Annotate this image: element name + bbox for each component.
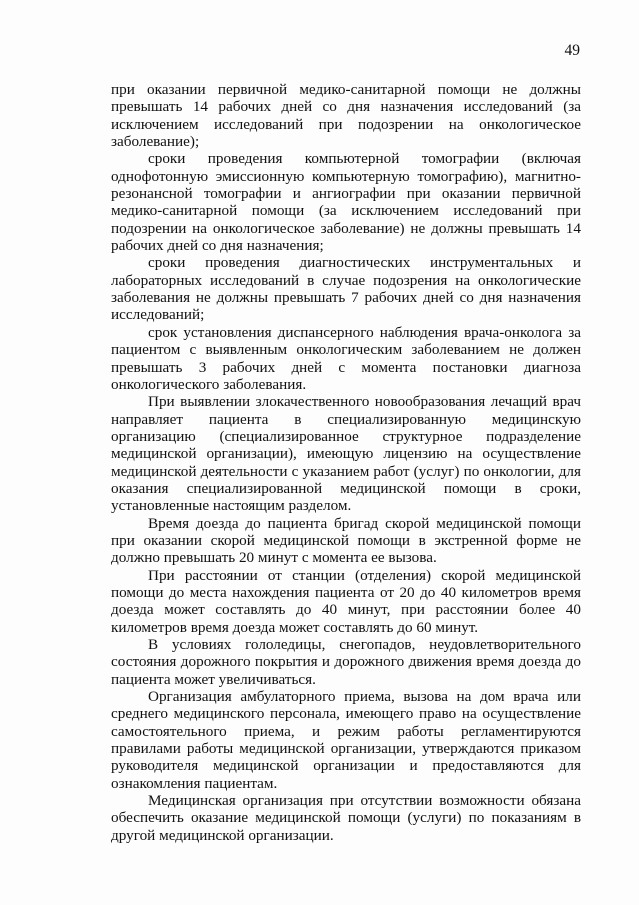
paragraph-weather-conditions: В условиях гололедицы, снегопадов, неудовлетворительного состояния дорожного покрытия и дорожного движения время доезда до пациента может увеличиваться.	[111, 636, 581, 688]
paragraph-primary-care-deadlines: при оказании первичной медико-санитарной помощи не должны превышать 14 рабочих дней со дня назначения исследований (за исключением исследований при подозрении на онкологическое заболевание);	[111, 81, 581, 151]
paragraph-ambulance-arrival-time: Время доезда до пациента бригад скорой медицинской помощи при оказании скорой медицинской помощи в экстренной форме не должно превышать 20 минут с момента ее вызова.	[111, 514, 581, 567]
page-number: 49	[564, 42, 580, 59]
paragraph-malignancy-referral: При выявлении злокачественного новообразования лечащий врач направляет пациента в специализированную медицинскую организацию (специализированное структурное подразделение медицинской организации), имеющую лицензию на осуществление медицинской деятельности с указанием работ (услуг) по онкологии, для оказания специализированной медицинской помощи в сроки, установленные настоящим разделом.	[111, 393, 581, 515]
paragraph-ct-mri-deadlines: сроки проведения компьютерной томографии (включая однофотонную эмиссионную компьютерную томографию), магнитно-резонансной томографии и ангиографии при оказании первичной медико-санитарной помощи (за исключением исследований при подозрении на онкологическое заболевание) не должны превышать 14 рабочих дней со дня назначения;	[111, 150, 581, 255]
paragraph-outpatient-organization: Организация амбулаторного приема, вызова на дом врача или среднего медицинского персонала, имеющего право на осуществление самостоятельного приема, и режим работы регламентируются правилами работы медицинской организации, утверждаются приказом руководителя медицинской организации и предоставляются для ознакомления пациентам.	[111, 688, 581, 792]
paragraph-other-organization: Медицинская организация при отсутствии возможности обязана обеспечить оказание медицинской помощи (услуги) по показаниям в другой медицинской организации.	[111, 792, 581, 844]
document-body	[111, 81, 581, 844]
paragraph-ambulance-distance: При расстоянии от станции (отделения) скорой медицинской помощи до места нахождения пациента от 20 до 40 километров время доезда может составлять до 40 минут, при расстоянии более 40 километров время доезда может составлять до 60 минут.	[111, 566, 581, 636]
paragraph-diagnostic-deadlines: сроки проведения диагностических инструментальных и лабораторных исследований в случае подозрения на онкологические заболевания не должны превышать 7 рабочих дней со дня назначения исследований;	[111, 254, 581, 324]
paragraph-oncology-observation: срок установления диспансерного наблюдения врача-онколога за пациентом с выявленным онкологическим заболеванием не должен превышать 3 рабочих дней с момента постановки диагноза онкологического заболевания.	[111, 323, 581, 393]
